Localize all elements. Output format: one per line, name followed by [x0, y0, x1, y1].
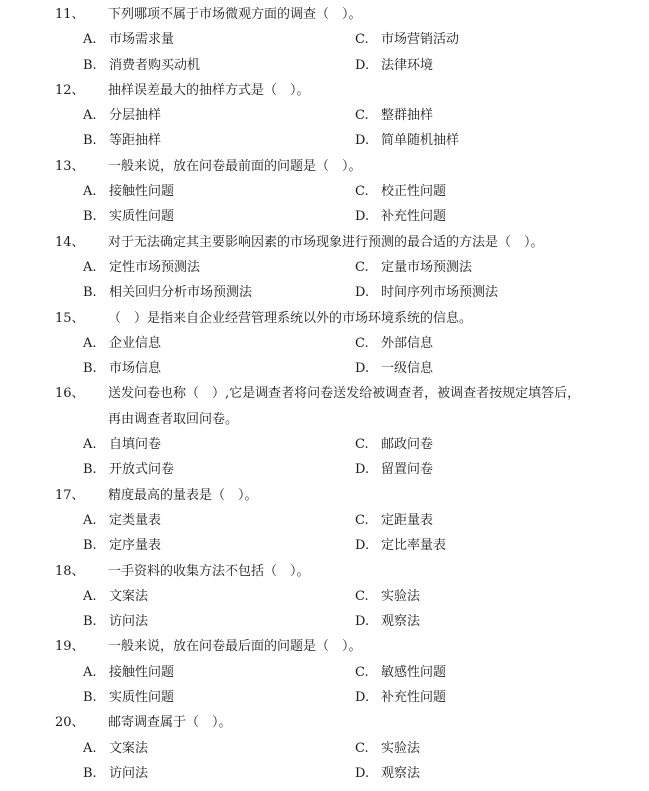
option-letter: C.: [355, 259, 369, 275]
question-13: [0, 154, 649, 230]
question-number: 20、: [55, 715, 85, 731]
option-text: 文案法: [109, 588, 149, 604]
options-row: [0, 660, 649, 685]
option-text: 敏感性问题: [381, 664, 447, 680]
exam-page: [0, 2, 649, 786]
option-letter: A.: [83, 740, 97, 756]
option-letter: A.: [83, 108, 97, 124]
question-stem: [0, 559, 649, 584]
options-row: [0, 255, 649, 280]
options-row: [0, 584, 649, 609]
question-number: 17、: [55, 487, 85, 503]
option-letter: A.: [83, 335, 97, 351]
option-text: 补充性问题: [381, 690, 447, 706]
option-letter: B.: [83, 133, 97, 149]
question-text: 抽样误差最大的抽样方式是（ ）。: [108, 82, 310, 98]
options-row: [0, 609, 649, 634]
question-stem: [0, 483, 649, 508]
question-11: [0, 2, 649, 78]
option-letter: D.: [355, 462, 370, 478]
option-letter: C.: [355, 512, 369, 528]
option-text: 市场营销活动: [381, 32, 460, 48]
question-stem: [0, 381, 649, 406]
option-letter: A.: [83, 184, 97, 200]
option-text: 一级信息: [381, 361, 434, 377]
option-letter: A.: [83, 664, 97, 680]
option-text: 观察法: [381, 765, 421, 781]
option-letter: D.: [355, 133, 370, 149]
option-letter: B.: [83, 57, 97, 73]
option-text: 接触性问题: [109, 184, 175, 200]
options-row: [0, 508, 649, 533]
options-row: [0, 128, 649, 153]
question-text: 一手资料的收集方法不包括（ ）。: [108, 563, 310, 579]
question-number: 16、: [55, 386, 85, 402]
option-text: 外部信息: [381, 335, 434, 351]
question-18: [0, 559, 649, 635]
option-letter: B.: [83, 765, 97, 781]
option-text: 访问法: [109, 614, 149, 630]
option-text: 开放式问卷: [109, 462, 175, 478]
option-text: 定类量表: [109, 512, 162, 528]
option-letter: B.: [83, 285, 97, 301]
question-stem: [0, 78, 649, 103]
option-text: 观察法: [381, 614, 421, 630]
option-text: 时间序列市场预测法: [381, 285, 499, 301]
option-text: 分层抽样: [109, 108, 162, 124]
question-text: 一般来说，放在问卷最前面的问题是（ ）。: [108, 158, 362, 174]
option-text: 补充性问题: [381, 209, 447, 225]
options-row: [0, 761, 649, 786]
question-stem: [0, 634, 649, 659]
option-text: 简单随机抽样: [381, 133, 460, 149]
options-row: [0, 432, 649, 457]
question-number: 15、: [55, 310, 85, 326]
question-number: 18、: [55, 563, 85, 579]
question-number: 14、: [55, 234, 85, 250]
option-letter: C.: [355, 664, 369, 680]
option-text: 定性市场预测法: [109, 259, 201, 275]
option-text: 等距抽样: [109, 133, 162, 149]
option-letter: C.: [355, 335, 369, 351]
question-text-continuation: [0, 407, 649, 432]
question-stem: [0, 2, 649, 27]
question-19: [0, 634, 649, 710]
option-text: 邮政问卷: [381, 437, 434, 453]
options-row: [0, 179, 649, 204]
option-letter: B.: [83, 462, 97, 478]
question-stem: [0, 154, 649, 179]
question-text: （ ）是指来自企业经营管理系统以外的市场环境系统的信息。: [108, 310, 473, 326]
question-number: 12、: [55, 82, 85, 98]
options-row: [0, 736, 649, 761]
option-letter: C.: [355, 588, 369, 604]
option-text: 法律环境: [381, 57, 434, 73]
option-text: 企业信息: [109, 335, 162, 351]
option-text: 定量市场预测法: [381, 259, 473, 275]
question-14: [0, 230, 649, 306]
option-letter: B.: [83, 538, 97, 554]
option-text: 消费者购买动机: [109, 57, 201, 73]
options-row: [0, 457, 649, 482]
question-number: 11、: [55, 7, 85, 22]
option-text: 校正性问题: [381, 184, 447, 200]
option-text: 留置问卷: [381, 462, 434, 478]
option-letter: D.: [355, 209, 370, 225]
option-letter: A.: [83, 259, 97, 275]
option-letter: D.: [355, 765, 370, 781]
option-letter: B.: [83, 361, 97, 377]
question-17: [0, 483, 649, 559]
question-text: 精度最高的量表是（ ）。: [108, 487, 258, 503]
option-letter: D.: [355, 538, 370, 554]
question-15: [0, 306, 649, 382]
option-letter: A.: [83, 32, 97, 48]
question-text: 邮寄调查属于（ ）。: [108, 715, 232, 731]
option-letter: A.: [83, 588, 97, 604]
option-letter: C.: [355, 437, 369, 453]
option-letter: D.: [355, 690, 370, 706]
question-20: [0, 710, 649, 786]
option-text: 访问法: [109, 765, 149, 781]
option-text: 实验法: [381, 740, 421, 756]
options-row: [0, 103, 649, 128]
option-text: 市场信息: [109, 361, 162, 377]
question-stem: [0, 230, 649, 255]
option-text: 文案法: [109, 740, 149, 756]
question-text: 一般来说，放在问卷最后面的问题是（ ）。: [108, 639, 362, 655]
options-row: [0, 356, 649, 381]
question-text: 对于无法确定其主要影响因素的市场现象进行预测的最合适的方法是（ ）。: [108, 234, 544, 250]
options-row: [0, 685, 649, 710]
option-letter: C.: [355, 184, 369, 200]
option-letter: D.: [355, 57, 370, 73]
question-number: 19、: [55, 639, 85, 655]
option-letter: A.: [83, 512, 97, 528]
options-row: [0, 204, 649, 229]
option-text: 实质性问题: [109, 690, 175, 706]
option-letter: B.: [83, 209, 97, 225]
options-row: [0, 280, 649, 305]
option-text: 定距量表: [381, 512, 434, 528]
option-text: 接触性问题: [109, 664, 175, 680]
question-stem: [0, 710, 649, 735]
option-letter: C.: [355, 740, 369, 756]
option-text: 定比率量表: [381, 538, 447, 554]
question-text: 送发问卷也称（ ）,它是调查者将问卷送发给被调查者，被调查者按规定填答后，: [108, 386, 581, 402]
option-letter: B.: [83, 690, 97, 706]
options-row: [0, 331, 649, 356]
option-text: 实质性问题: [109, 209, 175, 225]
option-letter: C.: [355, 108, 369, 124]
option-text: 市场需求量: [109, 32, 175, 48]
option-letter: D.: [355, 285, 370, 301]
question-text: 下列哪项不属于市场微观方面的调查（ ）。: [108, 7, 362, 22]
option-text: 自填问卷: [109, 437, 162, 453]
question-16: [0, 381, 649, 482]
option-text: 定序量表: [109, 538, 162, 554]
question-12: [0, 78, 649, 154]
option-text: 整群抽样: [381, 108, 434, 124]
options-row: [0, 27, 649, 52]
option-letter: D.: [355, 361, 370, 377]
option-text: 实验法: [381, 588, 421, 604]
options-row: [0, 533, 649, 558]
option-letter: D.: [355, 614, 370, 630]
question-number: 13、: [55, 158, 85, 174]
option-text: 相关回归分析市场预测法: [109, 285, 253, 301]
question-text-line2: 再由调查者取回问卷。: [108, 411, 239, 427]
option-letter: A.: [83, 437, 97, 453]
question-stem: [0, 306, 649, 331]
option-letter: C.: [355, 32, 369, 48]
option-letter: B.: [83, 614, 97, 630]
options-row: [0, 53, 649, 78]
